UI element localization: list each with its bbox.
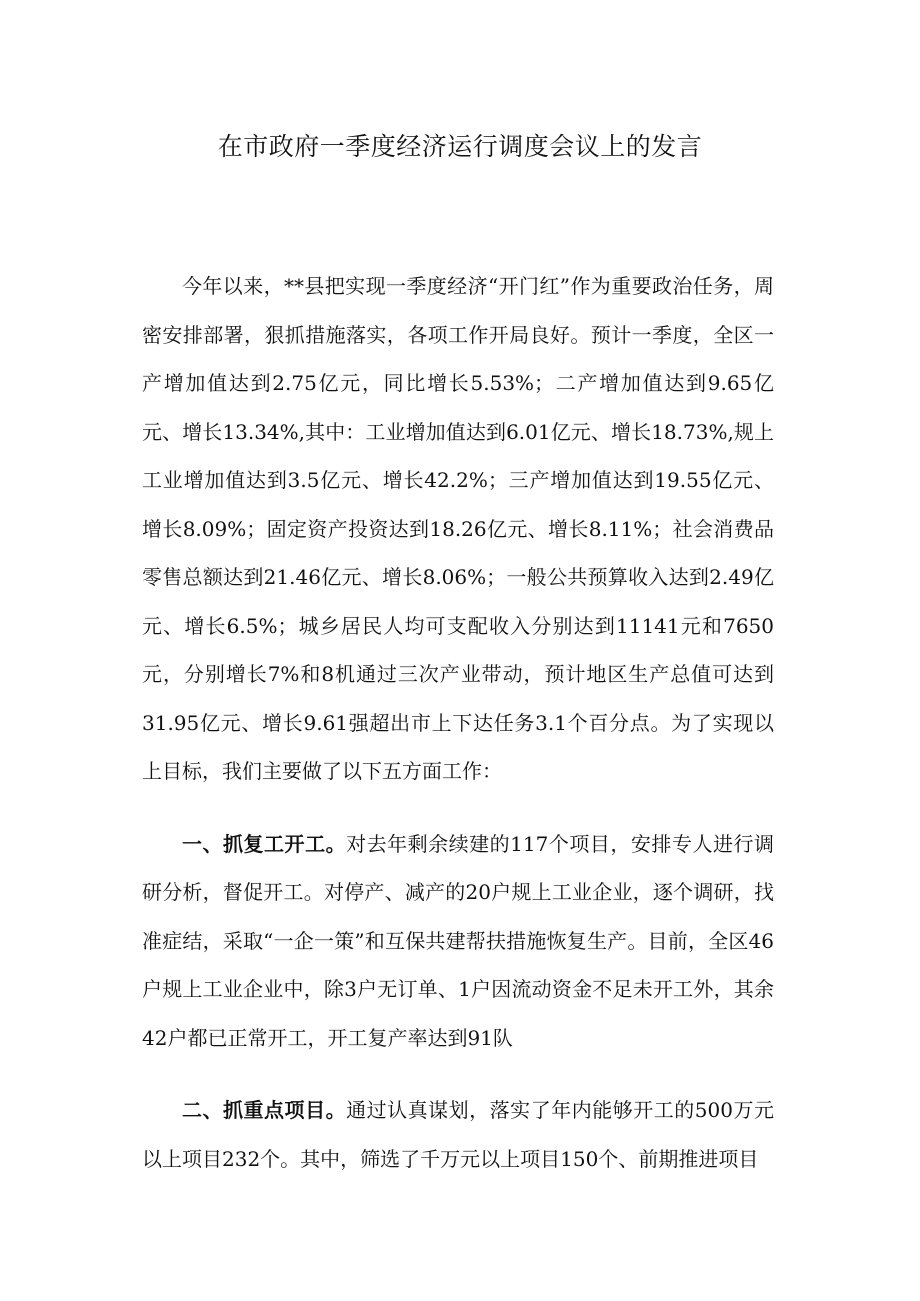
section-2-heading: 二、抓重点项目。 (182, 1098, 347, 1122)
section-1-heading: 一、抓复工开工。 (182, 831, 347, 856)
document-title: 在市政府一季度经济运行调度会议上的发言 (217, 132, 703, 161)
section-1-paragraph (142, 820, 774, 1063)
section-2-paragraph (142, 1086, 774, 1183)
document-body (142, 262, 774, 1207)
section-1-text: 对去年剩余续建的117个项目，安排专人进行调研分析，督促开工。对停产、减产的20户规上工业企业，逐个调研，找准症结，采取“一企一策”和互保共建帮扶措施恢复生产。目前，全区46户规上工业企业中，除3户无订单、1户因流动资金不足未开工外，其余42户都已正常开工，开工复产率达到91队 (142, 831, 774, 1050)
intro-paragraph (142, 262, 774, 796)
paragraph-text: 今年以来，**县把实现一季度经济“开门红”作为重要政治任务，周密安排部署，狠抓措施落实，各项工作开局良好。预计一季度，全区一产增加值达到2.75亿元，同比增长5.53%；二产增加值达到9.65亿元、增长13.34%,其中：工业增加值达到6.01亿元、增长18.73%,规上工业增加值达到3.5亿元、增长42.2%；三产增加值达到19.55亿元、增长8.09%；固定资产投资达到18.26亿元、增长8.11%；社会消费品零售总额达到21.46亿元、增长8.06%；一般公共预算收入达到2.49亿元、增长6.5%；城乡居民人均可支配收入分别达到11141元和7650元，分别增长7%和8机通过三次产业带动，预计地区生产总值可达到31.95亿元、增长9.61强超出市上下达任务3.1个百分点。为了实现以上目标，我们主要做了以下五方面工作： (142, 274, 774, 783)
section-2-text: 通过认真谋划，落实了年内能够开工的500万元以上项目232个。其中，筛选了千万元以上项目150个、前期推进项目 (142, 1098, 774, 1171)
